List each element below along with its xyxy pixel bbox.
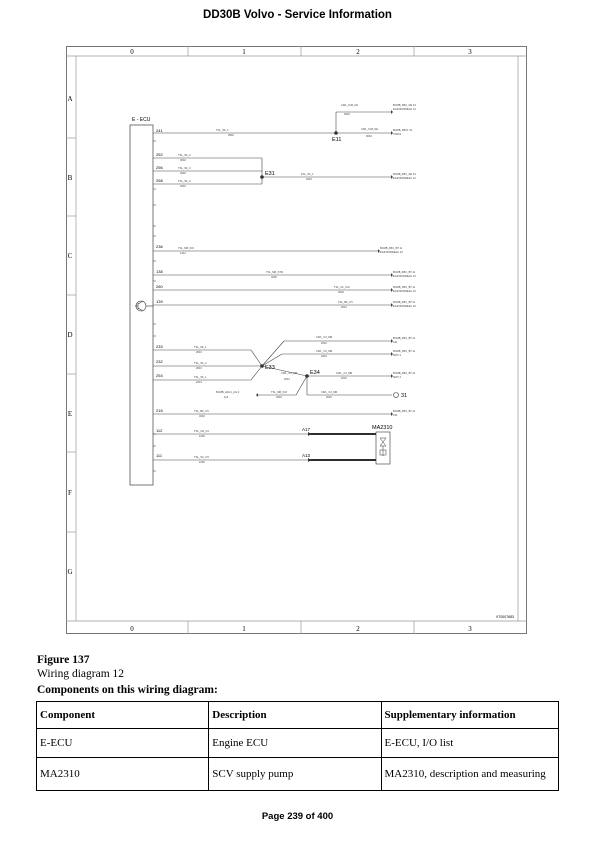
svg-text:BCMB_FBC_BT 11: BCMB_FBC_BT 11 xyxy=(393,337,416,340)
svg-text:BCMB_FBC_DE 31: BCMB_FBC_DE 31 xyxy=(393,173,416,176)
svg-text:1000: 1000 xyxy=(199,435,205,438)
transistor-icon xyxy=(135,301,153,311)
pin-labels xyxy=(156,128,163,458)
col-label-bottom: 1 xyxy=(242,625,246,633)
components-heading: Components on this wiring diagram: xyxy=(37,684,218,696)
pin-label: 138 xyxy=(156,269,163,274)
col-label-bottom: 2 xyxy=(356,625,360,633)
svg-text:BCMB_FBC_BT 11: BCMB_FBC_BT 11 xyxy=(380,247,403,250)
svg-text:2002: 2002 xyxy=(326,396,332,399)
svg-text:TSL_SK_2: TSL_SK_2 xyxy=(194,362,207,365)
cell-info: E-ECU, I/O list xyxy=(381,729,559,758)
row-label: D xyxy=(67,331,73,339)
heavy-wires xyxy=(308,434,376,460)
svg-text:TSL_CR_2.0: TSL_CR_2.0 xyxy=(194,430,209,433)
svg-text:BCMB_FBC_BT 11: BCMB_FBC_BT 11 xyxy=(393,286,416,289)
svg-text:CWL_FLB_NE: CWL_FLB_NE xyxy=(361,128,379,131)
row-label: A xyxy=(67,95,73,103)
svg-text:2002: 2002 xyxy=(276,396,282,399)
col-label-top: 3 xyxy=(468,48,472,56)
svg-text:7000 E: 7000 E xyxy=(393,133,402,136)
svg-text:TSL_SK_3: TSL_SK_3 xyxy=(178,167,191,170)
pin-label: 258 xyxy=(156,178,163,183)
svg-text:CWL_3.0_MR: CWL_3.0_MR xyxy=(316,350,333,353)
svg-text:TSL_SC_0.5: TSL_SC_0.5 xyxy=(194,456,209,459)
svg-text:TSL_SK_2: TSL_SK_2 xyxy=(178,154,191,157)
svg-text:BCMB_FBC_BT 11: BCMB_FBC_BT 11 xyxy=(393,372,416,375)
splice-label: E33 xyxy=(265,365,275,371)
column-header-supplementary: Supplementary information xyxy=(381,702,559,729)
pin-label: 233 xyxy=(156,344,163,349)
svg-text:1212: 1212 xyxy=(180,252,186,255)
components-table xyxy=(36,701,559,791)
component-label: MA2310 xyxy=(372,425,393,431)
splice-label: E34 xyxy=(310,370,320,376)
svg-text:0202: 0202 xyxy=(180,185,186,188)
diagram-frame xyxy=(67,47,527,634)
svg-text:BCMB_FBC_BT 11: BCMB_FBC_BT 11 xyxy=(393,271,416,274)
svg-text:2016: 2016 xyxy=(321,342,327,345)
col-label-bottom: 3 xyxy=(468,625,472,633)
row-label: E xyxy=(67,410,73,418)
svg-text:TSL_SK_1: TSL_SK_1 xyxy=(194,376,207,379)
connector-label: 31 xyxy=(401,393,408,399)
svg-text:A11: A11 xyxy=(393,341,398,344)
col-label-top: 2 xyxy=(356,48,360,56)
table-header-row xyxy=(37,702,559,729)
drawing-code: VT0007683 xyxy=(495,615,514,619)
svg-text:1002: 1002 xyxy=(199,461,205,464)
ecu-label: E - ECU xyxy=(132,117,151,123)
figure-caption: Wiring diagram 12 xyxy=(37,668,125,680)
svg-text:BCMB_FBC1 31: BCMB_FBC1 31 xyxy=(393,129,413,132)
svg-text:EGR BORREAU 12: EGR BORREAU 12 xyxy=(393,177,416,180)
svg-text:TSL_MR_KIO: TSL_MR_KIO xyxy=(271,391,288,394)
pin-label: 232 xyxy=(156,359,163,364)
svg-text:CWL_3.0_MR: CWL_3.0_MR xyxy=(316,336,333,339)
wires xyxy=(153,112,392,460)
pin-label: 252 xyxy=(156,152,163,157)
splice-label: E11 xyxy=(332,137,342,143)
svg-text:TSL_BK_0.5: TSL_BK_0.5 xyxy=(338,301,353,304)
table-row xyxy=(37,758,559,791)
svg-text:TSL_SK_1: TSL_SK_1 xyxy=(216,129,229,132)
svg-text:BCMB_FBC_BT 11: BCMB_FBC_BT 11 xyxy=(393,301,416,304)
pin-label: 216 xyxy=(156,408,163,413)
svg-text:0002: 0002 xyxy=(180,159,186,162)
svg-text:2016: 2016 xyxy=(341,377,347,380)
svg-text:TSL_SK_1: TSL_SK_1 xyxy=(194,346,207,349)
row-label: C xyxy=(67,252,73,260)
svg-text:EGR BORREAU 16: EGR BORREAU 16 xyxy=(393,305,416,308)
svg-text:0202: 0202 xyxy=(306,178,312,181)
pin-label: 111 xyxy=(156,453,163,458)
row-label: G xyxy=(67,568,73,576)
cell-description: Engine ECU xyxy=(209,729,381,758)
svg-text:4006: 4006 xyxy=(271,276,277,279)
column-header-component: Component xyxy=(37,702,209,729)
svg-text:0002: 0002 xyxy=(228,134,234,137)
svg-text:FSL_SK_1: FSL_SK_1 xyxy=(301,173,314,176)
svg-text:BCMB_FBC_BT 11: BCMB_FBC_BT 11 xyxy=(393,350,416,353)
pin-label: 260 xyxy=(156,284,163,289)
svg-text:2001: 2001 xyxy=(196,367,202,370)
connector-label: A17 xyxy=(302,427,311,432)
svg-text:4002: 4002 xyxy=(199,415,205,418)
svg-text:2001: 2001 xyxy=(196,381,202,384)
ground-connector xyxy=(394,393,408,400)
col-label-top: 1 xyxy=(242,48,246,56)
cell-component: MA2310 xyxy=(37,758,209,791)
svg-text:TSL_MR_KIO: TSL_MR_KIO xyxy=(178,247,195,250)
svg-text:BCMB_HAC1_AG 0: BCMB_HAC1_AG 0 xyxy=(216,391,240,394)
svg-text:0002: 0002 xyxy=(344,113,350,116)
svg-text:2001: 2001 xyxy=(341,306,347,309)
wiring-diagram xyxy=(66,46,527,634)
svg-text:CWL_3.0_MR: CWL_3.0_MR xyxy=(336,372,353,375)
svg-text:CWL_3.0_MR: CWL_3.0_MR xyxy=(321,391,338,394)
svg-text:0002: 0002 xyxy=(180,172,186,175)
svg-text:2001: 2001 xyxy=(284,378,290,381)
pin-label: 241 xyxy=(156,128,163,133)
svg-text:2001: 2001 xyxy=(196,351,202,354)
figure-title: Figure 137 xyxy=(37,654,90,666)
svg-text:TSL_BK_0.5: TSL_BK_0.5 xyxy=(194,410,209,413)
svg-text:0007 4: 0007 4 xyxy=(393,354,401,357)
svg-text:EGR BORREAU 16: EGR BORREAU 16 xyxy=(393,275,416,278)
svg-text:EGR BORREAU 16: EGR BORREAU 16 xyxy=(393,290,416,293)
cell-info: MA2310, description and measuring xyxy=(381,758,559,791)
row-label: F xyxy=(68,489,72,497)
svg-text:CWL_3.0_MR: CWL_3.0_MR xyxy=(281,372,298,375)
col-label-top: 0 xyxy=(130,48,134,56)
svg-text:EGR BORREAU 12: EGR BORREAU 12 xyxy=(393,108,416,111)
ma2310-component xyxy=(372,425,393,464)
page-header: DD30B Volvo - Service Information xyxy=(203,9,392,21)
svg-text:EGR BORREAU 16: EGR BORREAU 16 xyxy=(380,251,403,254)
row-label: B xyxy=(67,174,73,182)
svg-text:0002: 0002 xyxy=(366,135,372,138)
pin-label: 236 xyxy=(156,244,163,249)
page-footer: Page 239 of 400 xyxy=(261,811,334,822)
svg-text:112: 112 xyxy=(224,396,229,399)
pin-label: 254 xyxy=(156,373,163,378)
pin-label: 256 xyxy=(156,165,163,170)
svg-text:231: 231 xyxy=(393,414,398,417)
svg-text:0002: 0002 xyxy=(338,291,344,294)
svg-text:2001: 2001 xyxy=(321,355,327,358)
svg-text:BCMB_FBC_DE 24: BCMB_FBC_DE 24 xyxy=(393,104,416,107)
svg-text:CWL_FLB_CE: CWL_FLB_CE xyxy=(341,104,359,107)
svg-text:TSL_MR_STR: TSL_MR_STR xyxy=(266,271,283,274)
svg-text:TSL_CF_CHI: TSL_CF_CHI xyxy=(334,286,350,289)
cell-component: E-ECU xyxy=(37,729,209,758)
svg-text:TSL_SK_3: TSL_SK_3 xyxy=(178,180,191,183)
pin-label: 139 xyxy=(156,299,163,304)
table-row xyxy=(37,729,559,758)
svg-text:BCMB_FBC_BT 11: BCMB_FBC_BT 11 xyxy=(393,410,416,413)
cell-description: SCV supply pump xyxy=(209,758,381,791)
svg-text:0007 4: 0007 4 xyxy=(393,376,401,379)
connector-label: A13 xyxy=(302,453,311,458)
col-label-bottom: 0 xyxy=(130,625,134,633)
ecu-box xyxy=(130,125,153,485)
column-header-description: Description xyxy=(209,702,381,729)
pin-label: 112 xyxy=(156,428,163,433)
splice-label: E31 xyxy=(265,171,275,177)
